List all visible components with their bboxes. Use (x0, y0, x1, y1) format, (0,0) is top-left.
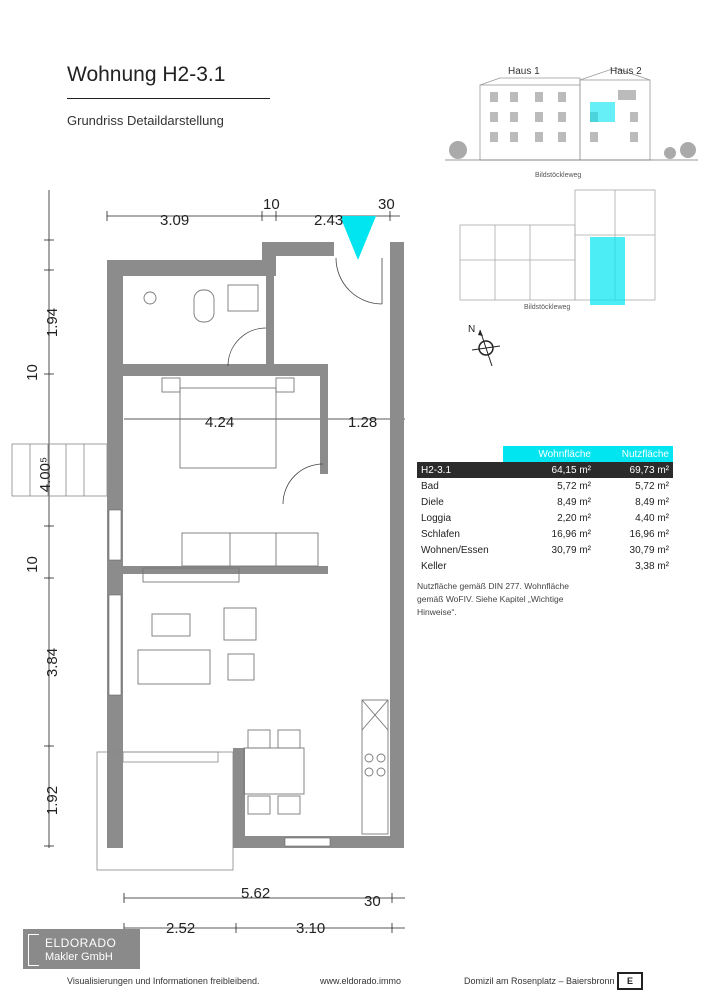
row-wohn: 5,72 m² (557, 480, 591, 492)
table-row (417, 542, 673, 558)
table-row (417, 526, 673, 542)
haus1-label: Haus 1 (508, 66, 540, 77)
row-wohn: 30,79 m² (551, 544, 591, 556)
row-nutz: 5,72 m² (635, 480, 669, 492)
row-name: Bad (421, 480, 439, 492)
dim-top-left: 3.09 (160, 212, 190, 229)
row-wohn: 8,49 m² (557, 496, 591, 508)
dim-bedroom-width: 4.24 (205, 414, 235, 431)
site-plan (455, 185, 665, 310)
col-nutzflaeche: Nutzfläche (595, 446, 673, 462)
dim-bottom-total: 5.62 (241, 885, 271, 902)
dim-left-10-lower: 10 (23, 556, 41, 573)
table-row (417, 494, 673, 510)
row-wohn: 2,20 m² (557, 512, 591, 524)
row-nutz: 30,79 m² (629, 544, 669, 556)
company-logo (23, 929, 140, 969)
area-note: Nutzfläche gemäß DIN 277. Wohnfläche gemäß WoFIV. Siehe Kapitel „Wichtige Hinweise“. (417, 581, 569, 617)
dim-bottom-left: 2.52 (166, 920, 196, 937)
dim-left-upper: 1.94 (44, 307, 62, 338)
dim-top-far-right: 30 (378, 196, 395, 213)
entrance-arrow-icon (340, 216, 376, 262)
row-name: Schlafen (421, 528, 460, 540)
row-nutz: 69,73 m² (595, 462, 673, 478)
elevation-street-label: Bildstöckleweg (535, 172, 582, 179)
row-nutz: 3,38 m² (635, 560, 669, 572)
row-wohn: 64,15 m² (503, 462, 595, 478)
row-nutz: 16,96 m² (629, 528, 669, 540)
dim-bottom-30: 30 (364, 893, 381, 910)
title-divider (67, 98, 270, 99)
brand-badge-icon: E (617, 972, 643, 990)
area-table (417, 446, 673, 574)
footer-url[interactable]: www.eldorado.immo (320, 976, 402, 986)
dim-top-right: 2.43 (314, 212, 344, 229)
compass-n-label: N (468, 324, 476, 335)
floor-plan (0, 180, 415, 940)
page-title: Wohnung H2-3.1 (67, 63, 226, 86)
dim-top-mid: 10 (263, 196, 280, 213)
row-name: Wohnen/Essen (421, 544, 489, 556)
table-row (417, 478, 673, 494)
dim-bottom-right: 3.10 (296, 920, 326, 937)
row-nutz: 4,40 m² (635, 512, 669, 524)
row-wohn: 16,96 m² (551, 528, 591, 540)
area-table-header (417, 446, 673, 462)
building-elevation (440, 60, 700, 185)
footer-project: Domizil am Rosenplatz – Baiersbronn (464, 976, 615, 986)
dim-left-lower: 1.92 (44, 785, 62, 816)
col-wohnflaeche: Wohnfläche (503, 446, 595, 462)
table-row-total (417, 462, 673, 478)
row-name: Loggia (421, 512, 452, 524)
table-row (417, 558, 673, 574)
siteplan-street-label: Bildstöckleweg (524, 304, 571, 311)
dim-right-width: 1.28 (348, 414, 378, 431)
page-subtitle: Grundriss Detaildarstellung (67, 113, 224, 128)
logo-corner-mark (28, 934, 39, 966)
haus2-label: Haus 2 (610, 66, 642, 77)
footer-disclaimer: Visualisierungen und Informationen freibleibend. (67, 976, 260, 986)
dim-left-10-upper: 10 (23, 364, 41, 381)
dim-left-stair: 4.00⁵ (37, 456, 55, 493)
row-name: Diele (421, 496, 444, 508)
logo-line1: ELDORADO (45, 936, 117, 950)
row-nutz: 8,49 m² (635, 496, 669, 508)
table-row (417, 510, 673, 526)
logo-line2: Makler GmbH (45, 951, 113, 963)
row-wohn (503, 558, 595, 574)
dim-left-mid: 3.84 (44, 647, 62, 678)
compass-north-icon (466, 322, 506, 372)
row-name: H2-3.1 (417, 462, 503, 478)
row-name: Keller (421, 560, 447, 572)
